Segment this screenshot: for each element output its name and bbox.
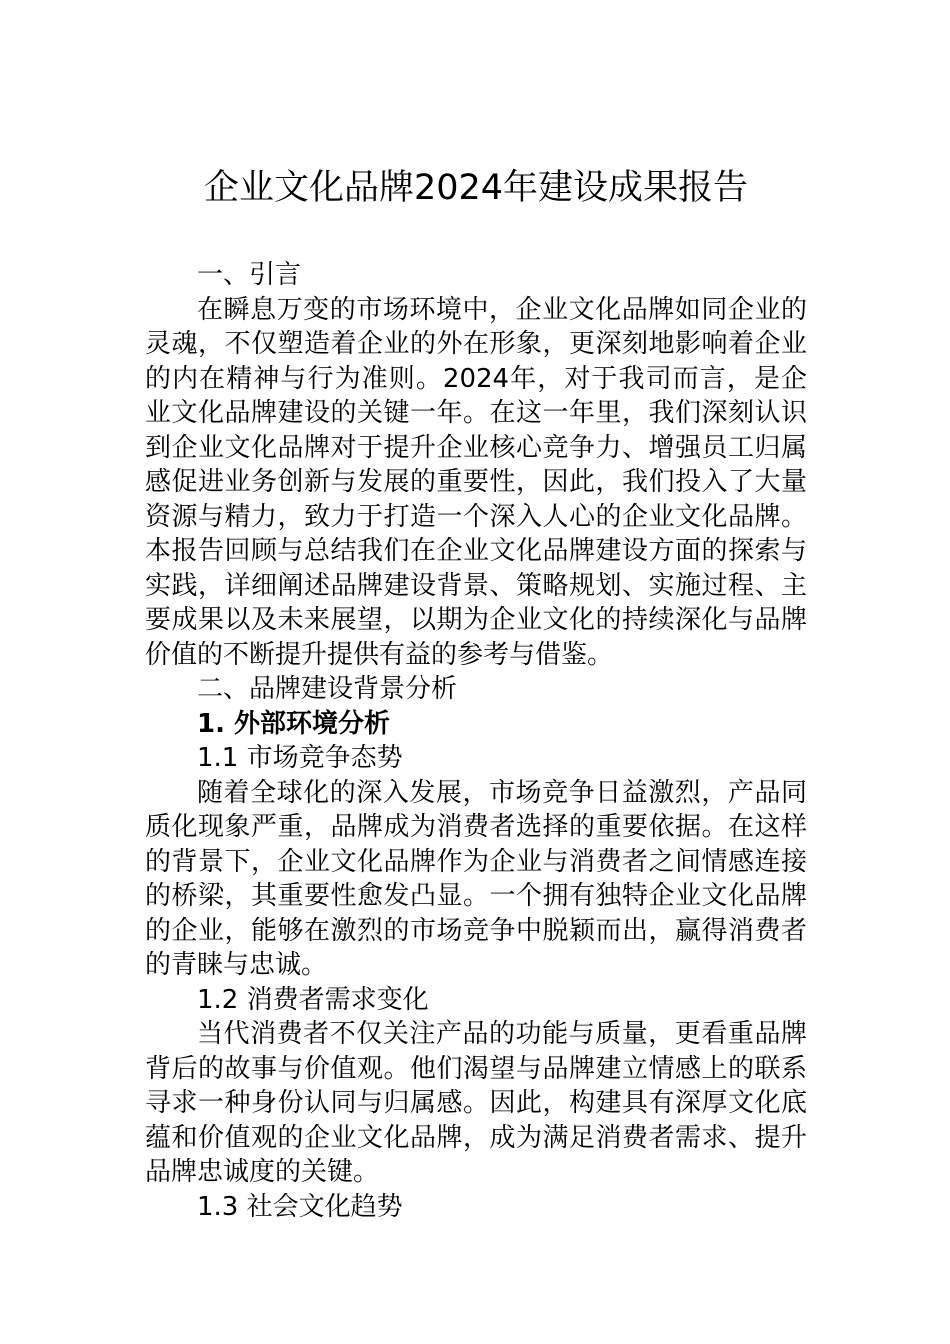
subsubsection-heading-consumer-demand: 1.2 消费者需求变化 [197, 984, 429, 1015]
subsubsection-heading-social-culture: 1.3 社会文化趋势 [197, 1191, 403, 1222]
paragraph-market-competition: 随着全球化的深入发展，市场竞争日益激烈，产品同质化现象严重，品牌成为消费者选择的重要依据。在这样的背景下，企业文化品牌作为企业与消费者之间情感连接的桥梁，其重要性愈发凸显。一个拥有独特企业文化品牌的企业，能够在激烈的市场竞争中脱颖而出，赢得消费者的青睐与忠诚。 [145, 777, 807, 980]
document-title: 企业文化品牌2024年建设成果报告 [203, 168, 749, 208]
section-heading-introduction: 一、引言 [197, 260, 302, 290]
subsection-heading-external-environment: 1. 外部环境分析 [197, 708, 391, 739]
subsubsection-heading-market-competition: 1.1 市场竞争态势 [197, 743, 403, 773]
document-body [145, 258, 807, 1224]
paragraph-introduction: 在瞬息万变的市场环境中，企业文化品牌如同企业的灵魂，不仅塑造着企业的外在形象，更深刻地影响着企业的内在精神与行为准则。2024年，对于我司而言，是企业文化品牌建设的关键一年。在这一年里，我们深刻认识到企业文化品牌对于提升企业核心竞争力、增强员工归属感促进业务创新与发展的重要性，因此，我们投入了大量资源与精力，致力于打造一个深入人心的企业文化品牌。本报告回顾与总结我们在企业文化品牌建设方面的探索与实践，详细阐述品牌建设背景、策略规划、实施过程、主要成果以及未来展望，以期为企业文化的持续深化与品牌价值的不断提升提供有益的参考与借鉴。 [145, 294, 807, 670]
section-heading-background: 二、品牌建设背景分析 [197, 674, 458, 704]
paragraph-consumer-demand: 当代消费者不仅关注产品的功能与质量，更看重品牌背后的故事与价值观。他们渴望与品牌建立情感上的联系寻求一种身份认同与归属感。因此，构建具有深厚文化底蕴和价值观的企业文化品牌，成为满足消费者需求、提升品牌忠诚度的关键。 [145, 1019, 807, 1187]
